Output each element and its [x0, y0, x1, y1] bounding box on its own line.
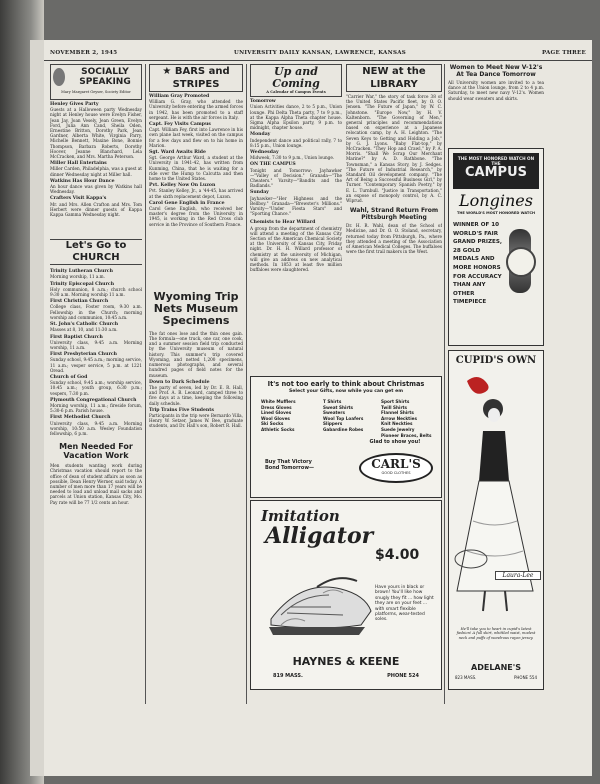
bars-item: Pvt. Kelley Now On Luzon Pvt. Stanley Kelley, Jr., a '44-45, has arrived at the sixth replacement depot, Luzon.: [149, 183, 243, 199]
longines-slogan: THE WORLD'S MOST HONORED WATCH: [456, 211, 536, 215]
library-title: NEW at the LIBRARY: [346, 64, 442, 92]
fashion-illustration: [453, 371, 539, 621]
masthead-paper: UNIVERSITY DAILY KANSAN, LAWRENCE, KANSAS: [234, 50, 407, 56]
christmas-head: It's not too early to think about Christmas: [267, 380, 425, 388]
bars-item: Sgt. Ward Awaits Ride Sgt. George Arthur Ward, a student at the University in 1941-42, has written from Kunming, China, that he is waiting for a ride over the Hump to Calcutta and then home to the United States.: [149, 150, 243, 182]
event-item: Monday Independent dance and political rally, 7 to 8:15 p.m., Union lounge.: [250, 132, 342, 148]
social-title: SOCIALLY SPEAKING: [79, 67, 131, 87]
chemists-text: A group from the department of chemistry will attend a meeting of the Kansas City Section of the American Chemical Society at the University of Kansas City, Friday night. Dr. H. H. Willard professor of chemistry at the university of Michigan, will give an address on new analytical methods. In 1853 at least five million buffaloes were slaughtered.: [250, 225, 342, 273]
cupid-copy: He'll take you to heart in cupid's latest fashion! A full skirt, whittled waist, modest neck and puffs of wondrous rayon jersey.: [456, 627, 536, 640]
church-item: St. John's Catholic Church Masses at 8, 10, and 11:30 a.m.: [50, 322, 119, 333]
church-item: Trinity Episcopal Church Holy communion, 8 a.m.; church school 9:30 a.m. Morning worship 11 a.m.: [50, 281, 142, 298]
glad-text: Glad to show you!: [369, 439, 421, 445]
star-icon: ★: [162, 66, 175, 77]
men-needed-text: Men students wanting work during Christmas vacation should report to the office of dean of student affairs as soon as possible, Dean Henry Werner, said today. A number of men more than 17 years will be needed to load and unload mail sacks and parcels at Union station, Kansas City, Mo. Pay rate will be 77 1/2 cents an hour.: [50, 463, 142, 505]
watch-face-icon: [506, 247, 536, 277]
longines-banner: THE MOST HONORED WATCH ON THE CAMPUS: [453, 153, 539, 189]
social-portrait-icon: [53, 68, 65, 86]
event-item: Wednesday Midweek, 7:30 to 9 p.m., Union lounge.: [250, 150, 335, 161]
bars-title: ★ BARS and STRIPES: [149, 64, 243, 92]
alligator-line-1: Imitation: [261, 507, 340, 525]
event-item: ON THE CAMPUS Tonight and Tomorrow: Jayhawker—"Valley of Decision." Granada—"The Cheaters." Varsity—"Bandits and the Badlands.": [250, 162, 342, 189]
library-text: "Carrier War," the story of task force 38 of the United States Pacific fleet, by O. O. Jensen. "The Future of Japan," by W. C. Johnstone. "Europe Now," by H. V. Kaltenborn. "The Governing of Men," general principles and recommendations based on experience at a Japanese relocation camp, by A. H. Leighton. "The Seven Keys to Getting and Holding a Job," by G. J. Lyons. "Baby Flat-top," by McCracken. "They Hop and Crawl," by P. A. Morris. "Shall We Scrap Our Merchant Marine?" by A. D. Rathbone. "The Townsman," a Kansas Story, by J. Sedges. "The Future of Industrial Research," by Standard Oil development company. "The Art of Being a Successful Business Girl," by Turner. "Contemporary Spanish Poetry," by E. L. Turnbull. "Justice in Transportation," an expose of monopoly control, by A. C. Wiprud.: [346, 94, 442, 204]
wahl-text: Dr. H. R. Wahl, dean of the School of Medicine, and Dr. O. O. Stoland, secretary, returned today from Pittsburgh, Pa., where they attended a meeting of the Association of American Medical Colleges. The buffaloes were the first trail makers in the West.: [346, 223, 442, 255]
men-needed-head: Men Needed For Vacation Work: [59, 442, 133, 461]
v12-text: All University women are invited to a tea dance at the Union lounge, from 2 to 4 p.m. Saturday, to meet new navy V-12's. Women should wear sweaters and skirts.: [448, 80, 544, 101]
column-5-top: [448, 64, 544, 148]
social-item: Watkins Has Hour Dance An hour dance was given by Watkins hall Wednesday.: [50, 178, 142, 195]
cupid-title: CUPID'S OWN: [455, 355, 537, 366]
church-item: First Christian Church College class, Foster room, 9:30 a.m. Fellowship in the Church; morning worship and communion, 10:45 a.m.: [50, 299, 142, 320]
church-title: Let's Go to CHURCH: [50, 239, 142, 265]
social-item: Henley Gives Party Guests at a Halloween party Wednesday night at Henley house were Evelyn Fisher, Jean Jay, Joan Vesely, Jean Green, Evelyn Ford, Julia Ann Cand, Sheila Oden, Ernestine Britton, Dorothy Park, Jean Gardner, Alberta White, Virginia Parry, Michelle Bennett, Maxine Bone, Bonnie Thompson, Barbara Roberts, Dorothy Hoover, Jeanne Blanchard, Lela McCracken, and Mrs. Martha Peterson.: [50, 102, 142, 160]
alligator-line-2: Alligator: [265, 523, 374, 549]
social-item: Crafters Visit Kappa's Mr. and Mrs. Allen Crafton and Mrs. Tom Herbert were dinner guests of Kappa Kappa Gamma Wednesday night.: [50, 196, 142, 218]
social-item: Miller Hall Entertains Miller Carden, Philadelphia, was a guest at dinner Wednesday night at Miller hall.: [50, 161, 142, 177]
haynes-keene-name: HAYNES & KEENE: [292, 655, 400, 668]
masthead: [44, 48, 592, 61]
haynes-keene-address: 819 MASS.: [273, 673, 303, 679]
column-rule: [444, 64, 445, 704]
wyoming-sub: Trip Trains Five Students Participants in the trip were Bernardo Villa, Henry W. Setzer, James W. Bee, graduate students, and Dr. Hall's son, Robert R. Hall.: [149, 407, 243, 429]
church-item: Trinity Lutheran Church Morning worship, 11 a.m.: [50, 269, 113, 280]
longines-winner: WINNER OF 10 WORLD'S FAIR GRAND PRIZES, 28 GOLD MEDALS AND MORE HONORS FOR ACCURACY THAN ANY OTHER TIMEPIECE: [453, 222, 503, 306]
church-item: Plymouth Congregational Church Morning worship, 11 a.m.; fireside forum, 5:30-6 p.m. Parish house.: [50, 397, 142, 414]
adelanes-phone: PHONE 554: [514, 675, 537, 680]
upcoming-subtitle: A Calendar of Campus Events: [266, 90, 326, 94]
column-1: [50, 64, 142, 724]
masthead-page: PAGE THREE: [541, 50, 586, 56]
gift-list-3: Sport Shirts Twill Shirts Flannel Shirts Arrow Neckties Knit Neckties Suede Jewelry Pioneer Braces, Belts: [381, 399, 432, 438]
alligator-price: $4.00: [375, 547, 420, 563]
longines-ad: [448, 148, 544, 346]
wyoming-sub: Down to Dark Schedule The party of seven, led by Dr. E. R. Hall, and Prof. A. B. Leonard, camped three to five days at a time, keeping the following daily schedule.: [149, 379, 243, 406]
wyoming-head: Wyoming Trip Nets Museum Specimens: [153, 289, 239, 327]
church-item: First Methodist Church University class, 9:45 a.m. Morning worship, 10:50 a.m. Wesley Foundation fellowship, 6 p.m.: [50, 415, 142, 436]
alligator-copy: Have yours in black or brown! You'll like how snugly they fit ... how light they are on your feet ... with smart flexible platforms, wear-tested soles.: [375, 585, 434, 623]
shoe-illustration: [261, 567, 381, 647]
column-4: [346, 64, 442, 404]
column-rule: [246, 64, 247, 704]
longines-brand: Longines: [459, 191, 533, 210]
column-2: [149, 64, 243, 724]
adelanes-name: ADELANE'S: [471, 663, 521, 672]
column-rule: [145, 64, 146, 704]
christmas-sub: Select your Gifts, now while you can get em: [289, 389, 403, 394]
carls-ad: [250, 376, 442, 498]
wyoming-text: The fat ones lose and the thin ones gain. The formula—one truck, one car, one cook, and a summer session field trip conducted by the University museum of natural history. This summer's trip covered Wyoming, and netted 1,200 specimens, numerous photographs, and several hundred pages of field notes for the museum.: [149, 330, 243, 378]
laura-lee-label: Laura-Lee: [495, 571, 541, 580]
upcoming-title: Up and Coming: [272, 65, 320, 90]
wahl-head: Wahl, Strand Return From Pittsburgh Meeting: [349, 207, 439, 222]
church-item: First Baptist Church University class, 9:45 a.m. Morning worship, 11 a.m.: [50, 334, 142, 350]
victory-bond-text: Buy That Victory Bond Tomorrow—: [265, 459, 314, 471]
bars-item: William Gray Promoted William G. Gray, who attended the University before entering the armed forces in 1942, has been promoted to a staff sergeant. He is with the air forces in Italy.: [149, 94, 243, 120]
social-header: [50, 64, 142, 100]
heart-icon: [467, 377, 489, 394]
carls-logo: CARL'S GOOD CLOTHES: [359, 453, 433, 483]
newspaper-page: [44, 40, 592, 776]
event-item: Tomorrow Union Activities dance, 2 to 5 p.m., Union lounge. Phi Delta Theta party, 7 to 9 p.m., at the Kappa Alpha Theta chapter house. Sigma Alpha Epsilon party, 9 p.m. to midnight, chapter house.: [250, 99, 342, 131]
adelanes-ad: [448, 350, 544, 690]
adelanes-address: 823 MASS.: [455, 675, 477, 680]
upcoming-header: [250, 64, 342, 97]
binding-shadow: [30, 40, 44, 776]
haynes-keene-phone: PHONE 524: [387, 673, 419, 679]
chemists-head: Chemists to Hear Willard: [250, 220, 316, 226]
gift-list-2: T Shirts Sweat Shirts Sweaters Wool Top Loafers Slippers Gabardine Robes: [323, 399, 364, 432]
masthead-date: NOVEMBER 2, 1945: [50, 50, 118, 56]
haynes-keene-ad: [250, 500, 442, 690]
bars-item: Carol Gene English in France Carol Gene English, who received her master's degree from the University in 1945, is working in the Red Cross club service in the Province of Southern France.: [149, 200, 243, 227]
bars-item: Capt. Fey Visits Campus Capt. William Fey, first into Lawrence in his own plane last week, visited on the campus for a few days and flew on to his home in Marion.: [149, 122, 243, 148]
column-3: [250, 64, 342, 404]
event-item: Sunday Jayhawker—"Her Highness and the Bellboy." Granada—"Brewster's Millions." Varsity—"Under Fiesta Stars" and "Sporting Chance.": [250, 190, 342, 217]
church-item: Church of God Sunday school, 9:45 a.m.; worship service, 10:45 a.m.; youth group, 6:30 p.m.; vespers, 7:30 p.m.: [50, 374, 142, 396]
church-item: First Presbyterian Church Sunday school, 9:45 a.m.; morning service, 11 a.m.; vesper service, 5 p.m. at 1221 Oread.: [50, 352, 142, 373]
v12-head: Women to Meet New V-12's At Tea Dance Tomorrow: [449, 64, 543, 78]
gift-list-1: White Mufflers Dress Gloves Lined Gloves Wool Gloves Ski Socks Athletic Socks: [261, 399, 296, 432]
social-byline: Mary Margaret Geyser, Society Editor: [61, 90, 131, 94]
